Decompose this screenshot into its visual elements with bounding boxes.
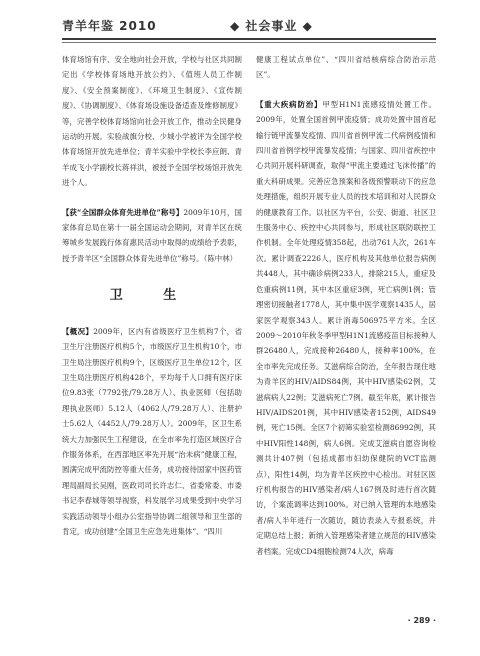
paragraph: 健康工程试点单位”、“四川省结核病综合防治示范区”。 xyxy=(256,55,436,80)
section-header: ◆ 社会事业 ◆ xyxy=(230,19,313,33)
entry-heading: 【重大疾病防治】 xyxy=(256,99,323,109)
running-header xyxy=(62,15,436,37)
entry-body: 2009年，区内有省级医疗卫生机构7个，省卫生厅注册医疗机构5个，市级医疗卫生机构10个，市卫生局注册医疗机构9个，区级医疗卫生单位12个，区卫生局注册医疗机构428个，平均每千人口拥有医疗床位9.83张（7792张/79.28万人）、执业医师（包括助理执业医师）5.12人（4062人/79.28万人）、注册护士5.62人（4452人/79.28万人）。2009年，区卫生系统大力加强民生工程建设，在全市率先打造区域医疗合作服务体系，在西部地区率先开展“治未病”健康工程，圆满完成甲流防控等重大任务，成功接待国家中医药管理局副局长吴刚，医政司司长许志仁、省委常委、市委书记李春城等领导视察，科发展学习成果受到中央学习实践活动领导小组办公室指导协调二组领导和卫生部的肯定，成功创建“全国卫生应急先进集体”、“四川 xyxy=(62,326,243,536)
paragraph: 体育场馆有序、安全地向社会开放，学校与社区共同制定出《学校体育场地开放公约》、《值班人员工作制度》、《安全预案制度》、《环境卫生制度》、《宣传制度》、《协调制度》、《体育场设施设备适查及维修制度》等，完善学校体育场馆向社会开放工作，推动全民健身运动的开展。实验战旗分校、少城小学被评为全国学校体育场馆开放先进单位；青羊实验中学校长李应朗、青羊成飞小学副校长蒋祥洪，被授予全国学校场馆开放先进个人。 xyxy=(62,55,242,188)
header-rule xyxy=(62,38,436,40)
header-rule-thin xyxy=(62,42,436,43)
left-column xyxy=(62,52,242,539)
page-number: · 289 · xyxy=(407,616,436,625)
entry-body: 甲型H1N1流感疫情处置工作。2009年，处置全国首例甲流疫情；成功处置中国首起输行链甲流暴发疫情、四川省首例甲流二代病例疫情和四川省首例学校甲流暴发疫情；与国家、四川省疾控中心共同开展科研调查，取得“甲流主要通过飞沫传播”的重大科研成果。完善应急预案和各级预警联动下的应急处理措施，组织开展专业人员的技术培训和对人民群众的健康教育工作。以社区为平台，公安、街道、社区卫生服务中心、疾控中心共同参与，形成社区联防联控工作机制。全年处理疫情358起，出动761人次，261车次。累计调查2226人，医疗机构及其他单位报告病例共448人，其中确诊病例233人，排除215人，重症及危重病例11例，其中本区重症3例，死亡病例1例；管理密切接触者1778人，其中集中医学观察1435人，居家医学观察343人。累计消毒506975平方米。全区2009～2010年秋冬季甲型H1N1流感疫苗目标接种人群26480人，完成接种26480人，接种率100%，在全市率先完成任务。艾滋病综合防治，全年报告现住地为青羊区的HIV/AIDS84例，其中HIV感染62例，艾滋病病人22例；艾滋病死亡7例。截至年底，累计报告HIV/AIDS201例，其中HIV感染者152例，AIDS49例，死亡15例。全区7个初筛实验室检测86992例，其中HIV阳性148例，病人6例。完成艾滋病自愿咨询检测共计407例（包括成都市妇幼保健院的VCT监测点），阳性14例，均为青羊区疾控中心检出。对驻区医疗机构报告的HIV感染者/病人167例及时进行首次随访，个案流调率达到100%。对已纳入管理的本地感染者/病人半年进行一次随访，随访表录入专报系统，并定期总结上报；新纳入管理感染者建立规范的HIV感染者档案。完成CD4细胞检测74人次，病毒 xyxy=(256,99,436,556)
entry-body: 2009年10月，国家体育总局在第十一届全国运动会期间，对青羊区在统筹城乡发展践行体育惠民活动中取得的成绩给予表彰，授予青羊区“全国群众体育先进单位”称号。（陈中林） xyxy=(62,207,242,263)
paragraph xyxy=(62,324,242,540)
right-column xyxy=(256,52,436,559)
section-title: 卫 生 xyxy=(109,288,195,304)
entry-heading: 【概况】 xyxy=(62,326,94,336)
paragraph xyxy=(62,205,242,267)
paragraph xyxy=(256,97,436,559)
yearbook-title: 青羊年鉴 2010 xyxy=(62,19,157,33)
entry-heading: 【获“全国群众体育先进单位”称号】 xyxy=(62,207,184,217)
